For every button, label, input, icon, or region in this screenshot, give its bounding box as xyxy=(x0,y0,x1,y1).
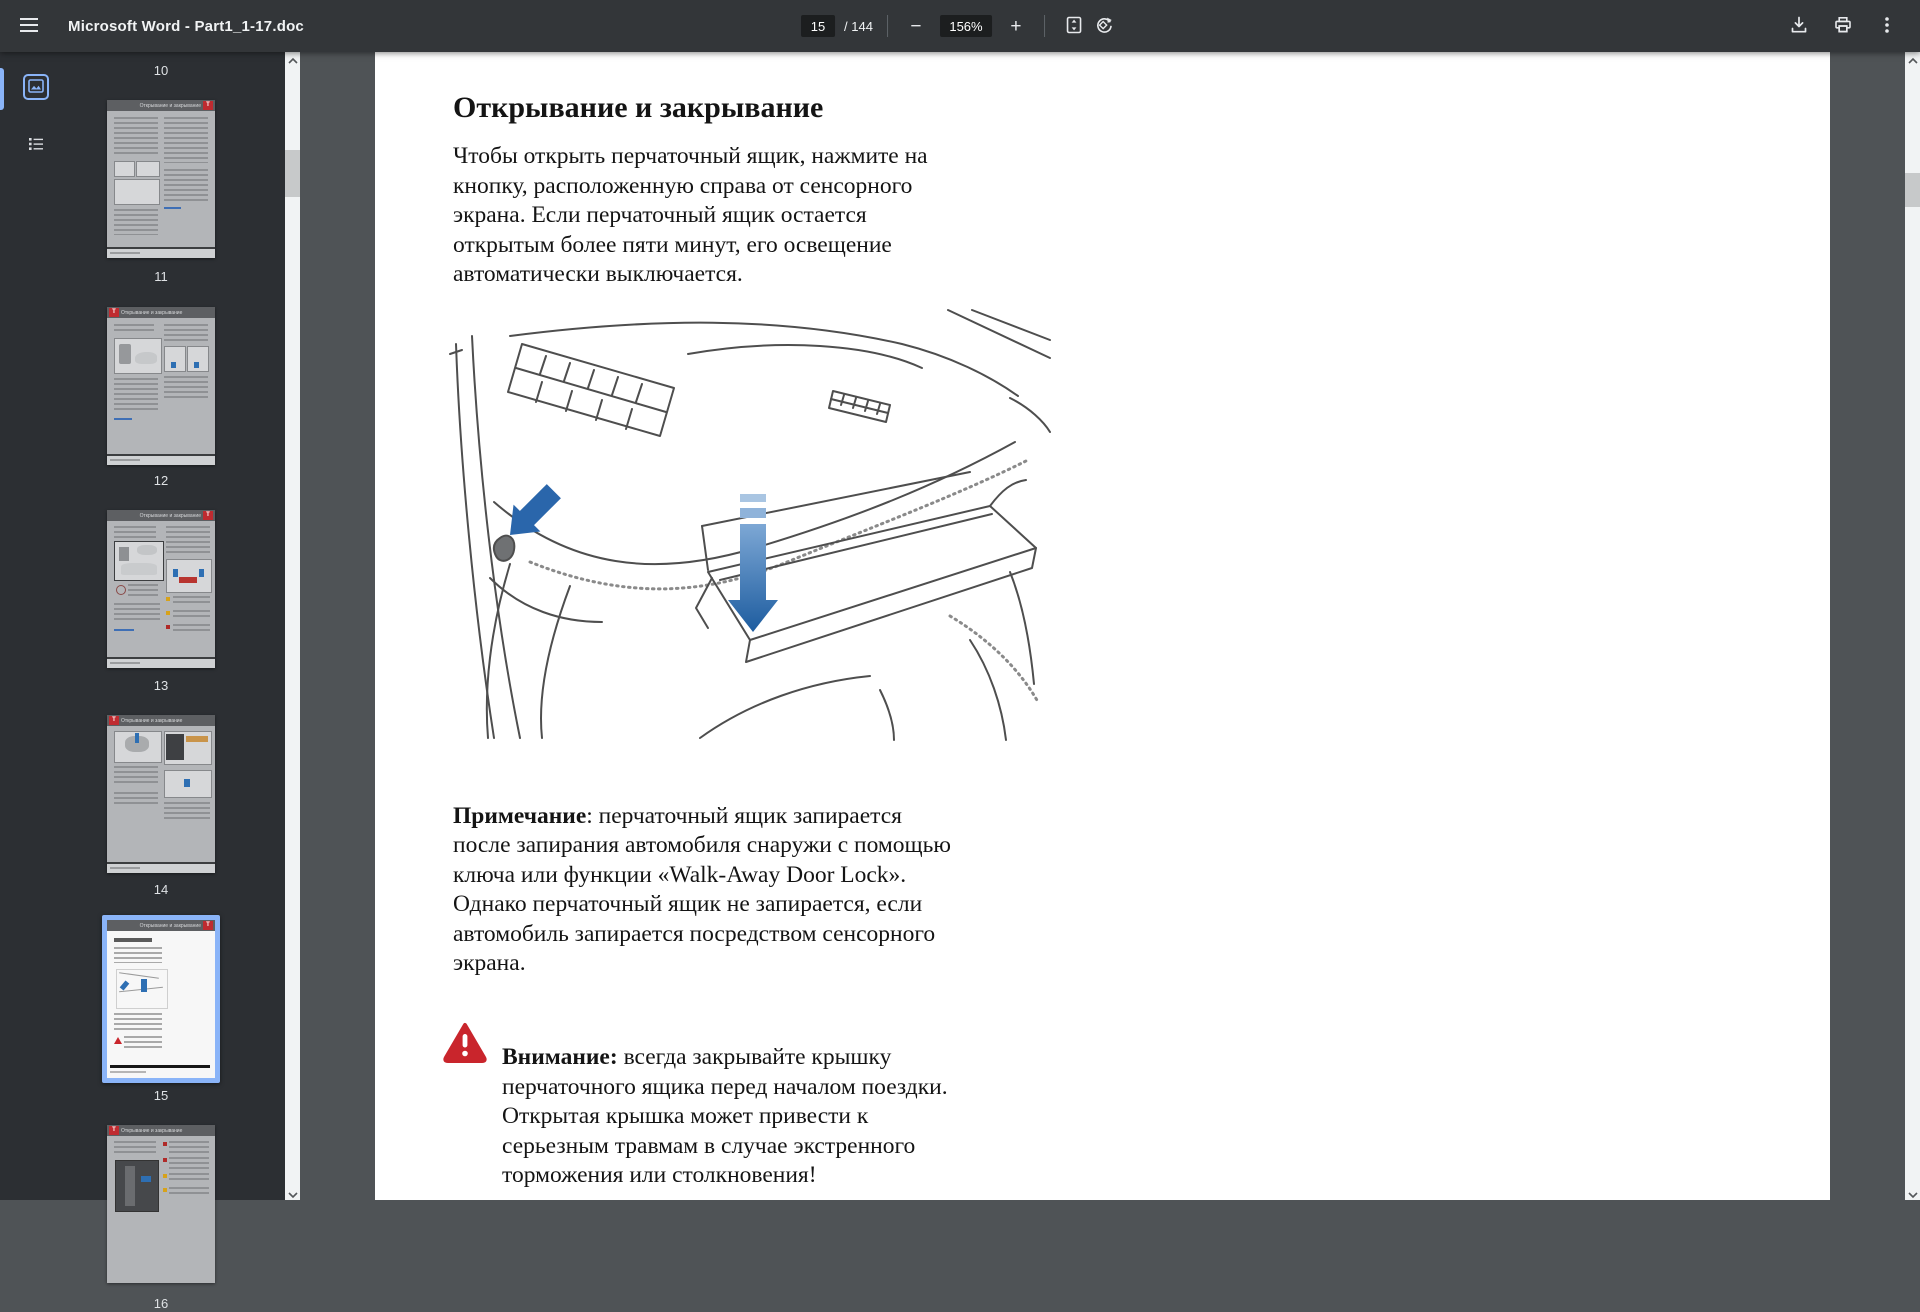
menu-button[interactable] xyxy=(14,11,44,41)
document-canvas xyxy=(300,52,1905,1200)
outline-view-button[interactable] xyxy=(23,132,49,158)
tesla-logo-icon: T xyxy=(203,101,213,110)
menu-icon xyxy=(20,18,38,35)
warning-paragraph xyxy=(502,1043,954,1191)
thumbnail-page-15-selected[interactable] xyxy=(102,915,220,1083)
tesla-logo-icon: T xyxy=(109,1126,119,1135)
warning-label: Внимание: xyxy=(502,1044,618,1070)
rotate-button[interactable] xyxy=(1089,11,1119,41)
thumbnails-view-button[interactable] xyxy=(23,74,49,100)
tesla-logo-icon: T xyxy=(203,511,213,520)
print-icon xyxy=(1833,15,1853,38)
toolbar-divider xyxy=(887,15,888,37)
thumbnail-preview-art xyxy=(107,521,215,668)
thumbnail-preview-art xyxy=(107,931,215,1078)
thumbnail-page-15 xyxy=(107,920,215,1078)
thumbnail-page-11[interactable] xyxy=(107,100,215,258)
note-paragraph xyxy=(453,802,958,979)
thumbnail-page-label: 12 xyxy=(153,473,169,488)
thumbnail-page-16[interactable] xyxy=(107,1125,215,1283)
thumbnail-page-14[interactable] xyxy=(107,715,215,873)
thumbnail-page-13[interactable] xyxy=(107,510,215,668)
scroll-up-button[interactable] xyxy=(1905,52,1920,66)
thumbnail-preview-art xyxy=(107,726,215,873)
scroll-down-button[interactable] xyxy=(1905,1186,1920,1200)
active-view-indicator xyxy=(0,68,4,110)
scroll-down-button[interactable] xyxy=(285,1186,300,1200)
pdf-page[interactable] xyxy=(375,52,1830,1200)
warning-text: всегда закрывайте крышку перчаточного ящика перед началом поездки. Открытая крышка может привести к серьезным травмам в случае экстренного торможения или столкновения! xyxy=(502,1044,948,1188)
outline-view-icon xyxy=(26,134,46,157)
tesla-logo-icon: T xyxy=(203,921,213,930)
fit-page-button[interactable] xyxy=(1059,11,1089,41)
note-text: : перчаточный ящик запирается после запирания автомобиля снаружи с помощью ключа или функции «Walk-Away Door Lock». Однако перчаточный ящик не запирается, если автомобиль запирается посредством сенсорного экрана. xyxy=(453,802,951,976)
thumbnail-footer xyxy=(107,456,215,465)
thumbnail-header: T Открывание и закрывание xyxy=(107,307,215,318)
thumbnail-footer xyxy=(107,864,215,873)
intro-paragraph: Чтобы открыть перчаточный ящик, нажмите на кнопку, расположенную справа от сенсорного экрана. Если перчаточный ящик остается открытым более пяти минут, его освещение автоматически выключается. xyxy=(453,143,928,287)
more-options-icon xyxy=(1877,15,1897,38)
print-button[interactable] xyxy=(1828,11,1858,41)
thumbnail-page-label: 15 xyxy=(153,1088,169,1103)
thumbnail-page-label: 14 xyxy=(153,882,169,897)
warning-block xyxy=(453,1020,1073,1215)
main-scrollbar[interactable] xyxy=(1905,52,1920,1200)
thumbnail-footer xyxy=(107,659,215,668)
scrollbar-thumb[interactable] xyxy=(1905,173,1920,207)
scroll-down-icon xyxy=(288,1186,298,1201)
thumbnail-preview-art xyxy=(107,318,215,465)
thumbnails-view-icon xyxy=(26,76,46,99)
thumbnail-list xyxy=(68,52,285,1311)
toolbar-divider xyxy=(1044,15,1045,37)
sidebar xyxy=(0,52,300,1311)
tesla-logo-icon: T xyxy=(109,716,119,725)
thumbnail-header: T Открывание и закрывание xyxy=(107,715,215,726)
more-options-button[interactable] xyxy=(1872,11,1902,41)
page-content xyxy=(453,52,1073,1214)
thumbnail-footer xyxy=(107,249,215,258)
fit-page-icon xyxy=(1064,15,1084,38)
scrollbar-thumb[interactable] xyxy=(285,150,300,197)
rotate-icon xyxy=(1094,15,1114,38)
thumbnail-preview-art xyxy=(107,1136,215,1283)
thumbnail-header: Открывание и закрывание T xyxy=(107,100,215,111)
download-icon xyxy=(1789,15,1809,38)
pdf-toolbar xyxy=(0,0,1920,52)
thumbnail-header: T Открывание и закрывание xyxy=(107,1125,215,1136)
zoom-level: 156% xyxy=(940,15,992,37)
document-title: Microsoft Word - Part1_1-17.doc xyxy=(68,17,304,35)
page-count-label: / 144 xyxy=(844,18,873,34)
open-direction-arrow-icon xyxy=(728,494,778,632)
thumbnail-page-12[interactable] xyxy=(107,307,215,465)
scroll-up-icon xyxy=(1908,52,1918,67)
thumbnail-preview-art xyxy=(107,111,215,258)
sidebar-scrollbar[interactable] xyxy=(285,52,300,1200)
tesla-logo-icon: T xyxy=(109,308,119,317)
scroll-down-icon xyxy=(1908,1186,1918,1201)
download-button[interactable] xyxy=(1784,11,1814,41)
thumbnail-header: Открывание и закрывание T xyxy=(107,510,215,521)
zoom-in-button[interactable]: + xyxy=(1002,12,1030,40)
page-number-input[interactable] xyxy=(801,15,835,37)
thumbnail-page-label: 13 xyxy=(153,678,169,693)
thumbnail-page-label: 10 xyxy=(153,63,169,78)
scroll-up-button[interactable] xyxy=(285,52,300,66)
warning-icon xyxy=(443,1022,487,1067)
section-heading: Открывание и закрывание xyxy=(453,91,824,124)
thumbnail-page-label: 16 xyxy=(153,1296,169,1311)
zoom-out-button[interactable]: − xyxy=(902,12,930,40)
thumbnail-header: Открывание и закрывание T xyxy=(107,920,215,931)
glovebox-illustration xyxy=(450,310,1050,740)
note-label: Примечание xyxy=(453,802,587,829)
thumbnail-page-label: 11 xyxy=(154,269,168,284)
scroll-up-icon xyxy=(288,52,298,67)
